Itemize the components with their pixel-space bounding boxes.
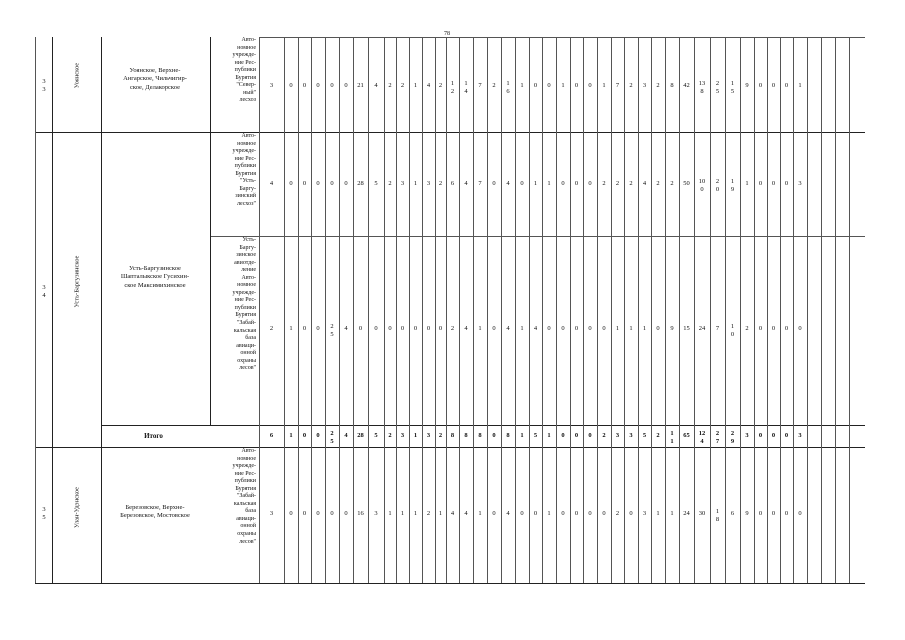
table-rule-vertical [422, 37, 423, 583]
table-rule-vertical [529, 37, 530, 583]
table-cell-value: 0 [330, 81, 334, 89]
table-cell-value: 8 [478, 431, 482, 439]
table-cell-value: 0 [289, 179, 293, 187]
table-rule-vertical [325, 37, 326, 583]
table-cell-value: 1 [670, 509, 674, 517]
table-cell-value: 13 8 [698, 79, 706, 95]
table-rule-vertical [583, 37, 584, 583]
table-cell-value: 3 [269, 81, 274, 89]
table-cell-value: 2 [450, 324, 455, 332]
row-number: 3 4 [42, 284, 46, 299]
table-cell-value: 0 [289, 509, 293, 517]
table-cell-value: 2 5 [330, 322, 334, 338]
table-cell-value: 1 2 [450, 79, 455, 95]
table-rule-vertical [542, 37, 543, 583]
table-cell-value: 2 [269, 324, 274, 332]
table-cell-value: 0 [784, 509, 789, 517]
table-cell-value: 0 [561, 324, 565, 332]
table-cell-value: 0 [588, 431, 592, 439]
table-cell-value: 1 [413, 431, 418, 439]
table-cell-value: 28 [357, 431, 364, 439]
table-cell-value: 16 [357, 509, 364, 517]
table-cell-value: 1 [413, 81, 418, 89]
table-cell-value: 0 [374, 324, 378, 332]
table-cell-value: 1 6 [506, 79, 510, 95]
table-cell-value: 0 [771, 431, 776, 439]
table-cell-value: 0 [629, 509, 633, 517]
table-cell-value: 0 [302, 324, 307, 332]
table-cell-value: 1 [547, 509, 551, 517]
table-cell-value: 0 [533, 509, 538, 517]
table-cell-value: 4 [506, 509, 510, 517]
table-rule-vertical [446, 37, 447, 583]
table-cell-value: 1 [745, 179, 749, 187]
table-cell-value: 2 5 [715, 79, 720, 95]
table-cell-value: 0 [771, 179, 776, 187]
table-cell-value: 4 [344, 431, 348, 439]
table-cell-value: 1 [629, 324, 633, 332]
table-cell-value: 2 [656, 431, 660, 439]
table-cell-value: 0 [758, 431, 763, 439]
table-cell-value: 0 [758, 324, 763, 332]
table-cell-value: 1 9 [730, 177, 735, 193]
table-cell-value: 1 8 [715, 507, 720, 523]
table-cell-value: 2 [602, 431, 606, 439]
table-cell-value: 4 [344, 324, 348, 332]
table-cell-value: 0 [316, 431, 320, 439]
table-cell-value: 4 [506, 324, 510, 332]
settlement-names: Березовское, Верхне- Березовское, Мостовское [120, 504, 190, 520]
table-cell-value: 1 4 [464, 79, 468, 95]
table-cell-value: 2 [438, 431, 443, 439]
table-cell-value: 8 [450, 431, 455, 439]
table-cell-value: 0 [771, 324, 776, 332]
table-cell-value: 1 [520, 431, 524, 439]
table-cell-value: 2 [656, 81, 660, 89]
table-cell-value: 0 [588, 179, 592, 187]
table-cell-value: 3 [426, 431, 431, 439]
table-rule-vertical [353, 37, 354, 583]
table-cell-value: 10 0 [698, 177, 706, 193]
table-cell-value: 65 [683, 431, 690, 439]
table-cell-value: 2 [388, 431, 392, 439]
table-rule-vertical [570, 37, 571, 583]
table-cell-value: 0 [316, 81, 320, 89]
table-cell-value: 0 [520, 509, 524, 517]
table-cell-value: 2 [602, 179, 606, 187]
table-rule-vertical [35, 37, 36, 583]
table-cell-value: 1 0 [730, 322, 735, 338]
table-rule-vertical [259, 37, 260, 583]
table-cell-value: 5 [374, 179, 378, 187]
table-rule-vertical [638, 37, 639, 583]
table-cell-value: 3 [745, 431, 749, 439]
table-cell-value: 4 [533, 324, 538, 332]
total-label: Итого [144, 432, 163, 440]
table-cell-value: 0 [784, 431, 789, 439]
table-cell-value: 1 [602, 81, 606, 89]
table-cell-value: 12 4 [698, 429, 706, 445]
table-cell-value: 7 [478, 81, 482, 89]
table-cell-value: 1 [798, 81, 802, 89]
table-cell-value: 0 [561, 431, 565, 439]
table-cell-value: 2 [438, 81, 443, 89]
table-cell-value: 2 [670, 179, 674, 187]
table-cell-value: 0 [547, 81, 551, 89]
table-cell-value: 2 [400, 81, 405, 89]
table-cell-value: 0 [784, 81, 789, 89]
table-rule-vertical [807, 37, 808, 583]
settlement-names: Усть-Баргузинское Шапталыкское Гусихин- ское Максимихинское [120, 265, 190, 289]
table-rule-horizontal [101, 425, 865, 426]
table-cell-value: 3 [629, 431, 633, 439]
table-cell-value: 4 [506, 179, 510, 187]
table-cell-value: 0 [588, 81, 592, 89]
table-rule-horizontal [259, 37, 865, 38]
row-number: 3 5 [42, 506, 46, 521]
table-cell-value: 9 [670, 324, 674, 332]
table-cell-value: 3 [400, 179, 405, 187]
table-rule-vertical [52, 37, 53, 583]
table-cell-value: 6 [269, 431, 274, 439]
table-cell-value: 0 [602, 509, 606, 517]
table-cell-value: 3 [798, 179, 802, 187]
table-cell-value: 0 [358, 324, 363, 332]
organization-name: Усть- Баргу- зинское авиотде- ление Авто- номное учрежде- ние Рес- публики Бурятия "Забай- кальская база авиаци- онной охраны лесов" [232, 237, 256, 372]
table-rule-vertical [298, 37, 299, 583]
table-cell-value: 0 [492, 179, 496, 187]
table-cell-value: 30 [698, 509, 706, 517]
table-rule-vertical [821, 37, 822, 583]
table-cell-value: 4 [450, 509, 455, 517]
table-cell-value: 2 [629, 81, 633, 89]
table-cell-value: 4 [426, 81, 431, 89]
table-cell-value: 1 5 [730, 79, 735, 95]
table-cell-value: 0 [784, 324, 789, 332]
table-cell-value: 0 [344, 179, 348, 187]
table-cell-value: 0 [771, 509, 776, 517]
table-cell-value: 0 [602, 324, 606, 332]
table-cell-value: 2 0 [715, 177, 720, 193]
table-cell-value: 3 [642, 81, 647, 89]
table-cell-value: 9 [745, 81, 749, 89]
table-cell-value: 0 [388, 324, 392, 332]
table-cell-value: 3 [642, 509, 647, 517]
table-cell-value: 4 [464, 324, 468, 332]
table-rule-vertical [780, 37, 781, 583]
table-cell-value: 24 [683, 509, 690, 517]
table-rule-vertical [384, 37, 385, 583]
table-cell-value: 8 [670, 81, 674, 89]
table-cell-value: 0 [574, 179, 579, 187]
table-cell-value: 0 [344, 81, 348, 89]
table-cell-value: 0 [588, 324, 592, 332]
table-cell-value: 0 [426, 324, 431, 332]
table-cell-value: 7 [478, 179, 482, 187]
table-rule-vertical [793, 37, 794, 583]
table-rule-vertical [849, 37, 850, 583]
table-rule-vertical [624, 37, 625, 583]
table-cell-value: 1 [561, 81, 565, 89]
table-cell-value: 0 [400, 324, 405, 332]
table-cell-value: 2 [745, 324, 749, 332]
table-cell-value: 0 [574, 81, 579, 89]
table-cell-value: 0 [492, 431, 496, 439]
table-cell-value: 1 [438, 509, 443, 517]
table-rule-vertical [665, 37, 666, 583]
table-cell-value: 28 [357, 179, 364, 187]
table-cell-value: 3 [269, 509, 274, 517]
table-cell-value: 15 [683, 324, 690, 332]
table-cell-value: 42 [683, 81, 690, 89]
table-rule-vertical [435, 37, 436, 583]
table-cell-value: 1 [400, 509, 405, 517]
table-rule-vertical [101, 37, 102, 583]
table-cell-value: 1 [413, 179, 418, 187]
table-cell-value: 4 [642, 179, 647, 187]
table-cell-value: 2 [615, 179, 620, 187]
table-rule-vertical [710, 37, 711, 583]
table-cell-value: 21 [357, 81, 364, 89]
table-cell-value: 0 [758, 509, 763, 517]
table-cell-value: 5 [533, 431, 538, 439]
table-cell-value: 2 [615, 509, 620, 517]
table-cell-value: 1 [547, 431, 551, 439]
table-cell-value: 4 [269, 179, 274, 187]
table-cell-value: 3 [798, 431, 802, 439]
table-rule-vertical [835, 37, 836, 583]
table-cell-value: 0 [289, 81, 293, 89]
table-cell-value: 2 7 [715, 429, 720, 445]
table-cell-value: 0 [438, 324, 443, 332]
table-rule-vertical [339, 37, 340, 583]
table-cell-value: 0 [316, 509, 320, 517]
table-rule-vertical [487, 37, 488, 583]
table-rule-vertical [740, 37, 741, 583]
table-cell-value: 0 [798, 509, 802, 517]
table-rule-vertical [679, 37, 680, 583]
table-cell-value: 8 [506, 431, 510, 439]
table-cell-value: 7 [615, 81, 620, 89]
table-cell-value: 0 [561, 179, 565, 187]
table-cell-value: 1 [289, 324, 293, 332]
table-rule-vertical [597, 37, 598, 583]
table-cell-value: 0 [561, 509, 565, 517]
table-rule-vertical [725, 37, 726, 583]
table-cell-value: 0 [302, 509, 307, 517]
organization-name: Авто- номное учрежде- ние Рес- публики Бурятия "Усть- Баргу- зинский лесхоз" [232, 133, 256, 207]
table-cell-value: 1 [642, 324, 647, 332]
row-number: 3 3 [42, 78, 46, 93]
table-rule-horizontal [35, 583, 865, 584]
district-name: Улан-Удэнское [73, 487, 81, 528]
table-cell-value: 0 [798, 324, 802, 332]
table-cell-value: 0 [574, 324, 579, 332]
table-cell-value: 0 [316, 179, 320, 187]
table-rule-vertical [473, 37, 474, 583]
table-cell-value: 1 [388, 509, 392, 517]
table-rule-vertical [754, 37, 755, 583]
table-cell-value: 1 [478, 324, 482, 332]
table-cell-value: 3 [400, 431, 405, 439]
table-cell-value: 6 [450, 179, 455, 187]
organization-name: Авто- номное учрежде- ние Рес- публики Бурятия "Север- ный" лесхоз [232, 37, 256, 104]
table-cell-value: 9 [745, 509, 749, 517]
table-rule-vertical [501, 37, 502, 583]
table-cell-value: 0 [588, 509, 592, 517]
table-cell-value: 0 [758, 179, 763, 187]
organization-name: Авто- номное учрежде- ние Рес- публики Бурятия "Забай- кальская база авиаци- онной охраны лесов" [232, 448, 256, 545]
table-cell-value: 3 [615, 431, 620, 439]
table-cell-value: 2 [426, 509, 431, 517]
table-cell-value: 0 [574, 509, 579, 517]
table-cell-value: 0 [330, 509, 334, 517]
table-cell-value: 0 [771, 81, 776, 89]
table-cell-value: 7 [715, 324, 720, 332]
table-cell-value: 4 [464, 179, 468, 187]
table-cell-value: 0 [492, 324, 496, 332]
table-cell-value: 1 [533, 179, 538, 187]
table-cell-value: 2 9 [730, 429, 735, 445]
table-cell-value: 0 [316, 324, 320, 332]
table-cell-value: 2 [388, 179, 392, 187]
table-cell-value: 2 [388, 81, 392, 89]
table-cell-value: 1 [413, 509, 418, 517]
table-cell-value: 0 [492, 509, 496, 517]
table-rule-vertical [368, 37, 369, 583]
table-rule-vertical [409, 37, 410, 583]
table-cell-value: 5 [374, 431, 378, 439]
table-cell-value: 0 [302, 179, 307, 187]
table-cell-value: 2 [492, 81, 496, 89]
table-cell-value: 2 [438, 179, 443, 187]
table-cell-value: 0 [302, 81, 307, 89]
table-cell-value: 8 [464, 431, 468, 439]
table-cell-value: 3 [374, 509, 378, 517]
table-cell-value: 0 [656, 324, 660, 332]
table-cell-value: 0 [784, 179, 789, 187]
settlement-names: Уоянское, Верхне- Ангарское, Чильчигир- ское, Делакорское [123, 67, 187, 91]
table-cell-value: 3 [426, 179, 431, 187]
table-cell-value: 0 [344, 509, 348, 517]
table-cell-value: 0 [302, 431, 307, 439]
table-cell-value: 1 [547, 179, 551, 187]
table-rule-vertical [515, 37, 516, 583]
table-cell-value: 1 [520, 81, 524, 89]
district-name: Усть-Баргузинское [73, 255, 81, 308]
table-cell-value: 1 [615, 324, 620, 332]
table-cell-value: 0 [547, 324, 551, 332]
table-rule-vertical [311, 37, 312, 583]
table-rule-vertical [767, 37, 768, 583]
table-rule-vertical [459, 37, 460, 583]
table-cell-value: 1 1 [670, 429, 674, 445]
table-cell-value: 1 [289, 431, 293, 439]
table-cell-value: 24 [698, 324, 706, 332]
table-cell-value: 0 [413, 324, 418, 332]
table-cell-value: 4 [464, 509, 468, 517]
table-cell-value: 2 5 [330, 429, 334, 445]
table-cell-value: 5 [642, 431, 647, 439]
table-cell-value: 0 [533, 81, 538, 89]
table-cell-value: 1 [520, 324, 524, 332]
table-rule-vertical [284, 37, 285, 583]
table-rule-vertical [651, 37, 652, 583]
table-rule-vertical [611, 37, 612, 583]
table-cell-value: 4 [374, 81, 378, 89]
table-cell-value: 0 [330, 179, 334, 187]
table-cell-value: 50 [683, 179, 690, 187]
table-cell-value: 1 [656, 509, 660, 517]
table-cell-value: 2 [656, 179, 660, 187]
district-name: Уоянское [73, 62, 81, 89]
table-cell-value: 6 [730, 509, 735, 517]
table-cell-value: 1 [478, 509, 482, 517]
page-number: 78 [444, 31, 450, 37]
table-cell-value: 0 [520, 179, 524, 187]
table-rule-vertical [694, 37, 695, 583]
table-cell-value: 2 [629, 179, 633, 187]
table-cell-value: 0 [574, 431, 579, 439]
table-rule-vertical [556, 37, 557, 583]
table-rule-vertical [396, 37, 397, 583]
table-cell-value: 0 [758, 81, 763, 89]
